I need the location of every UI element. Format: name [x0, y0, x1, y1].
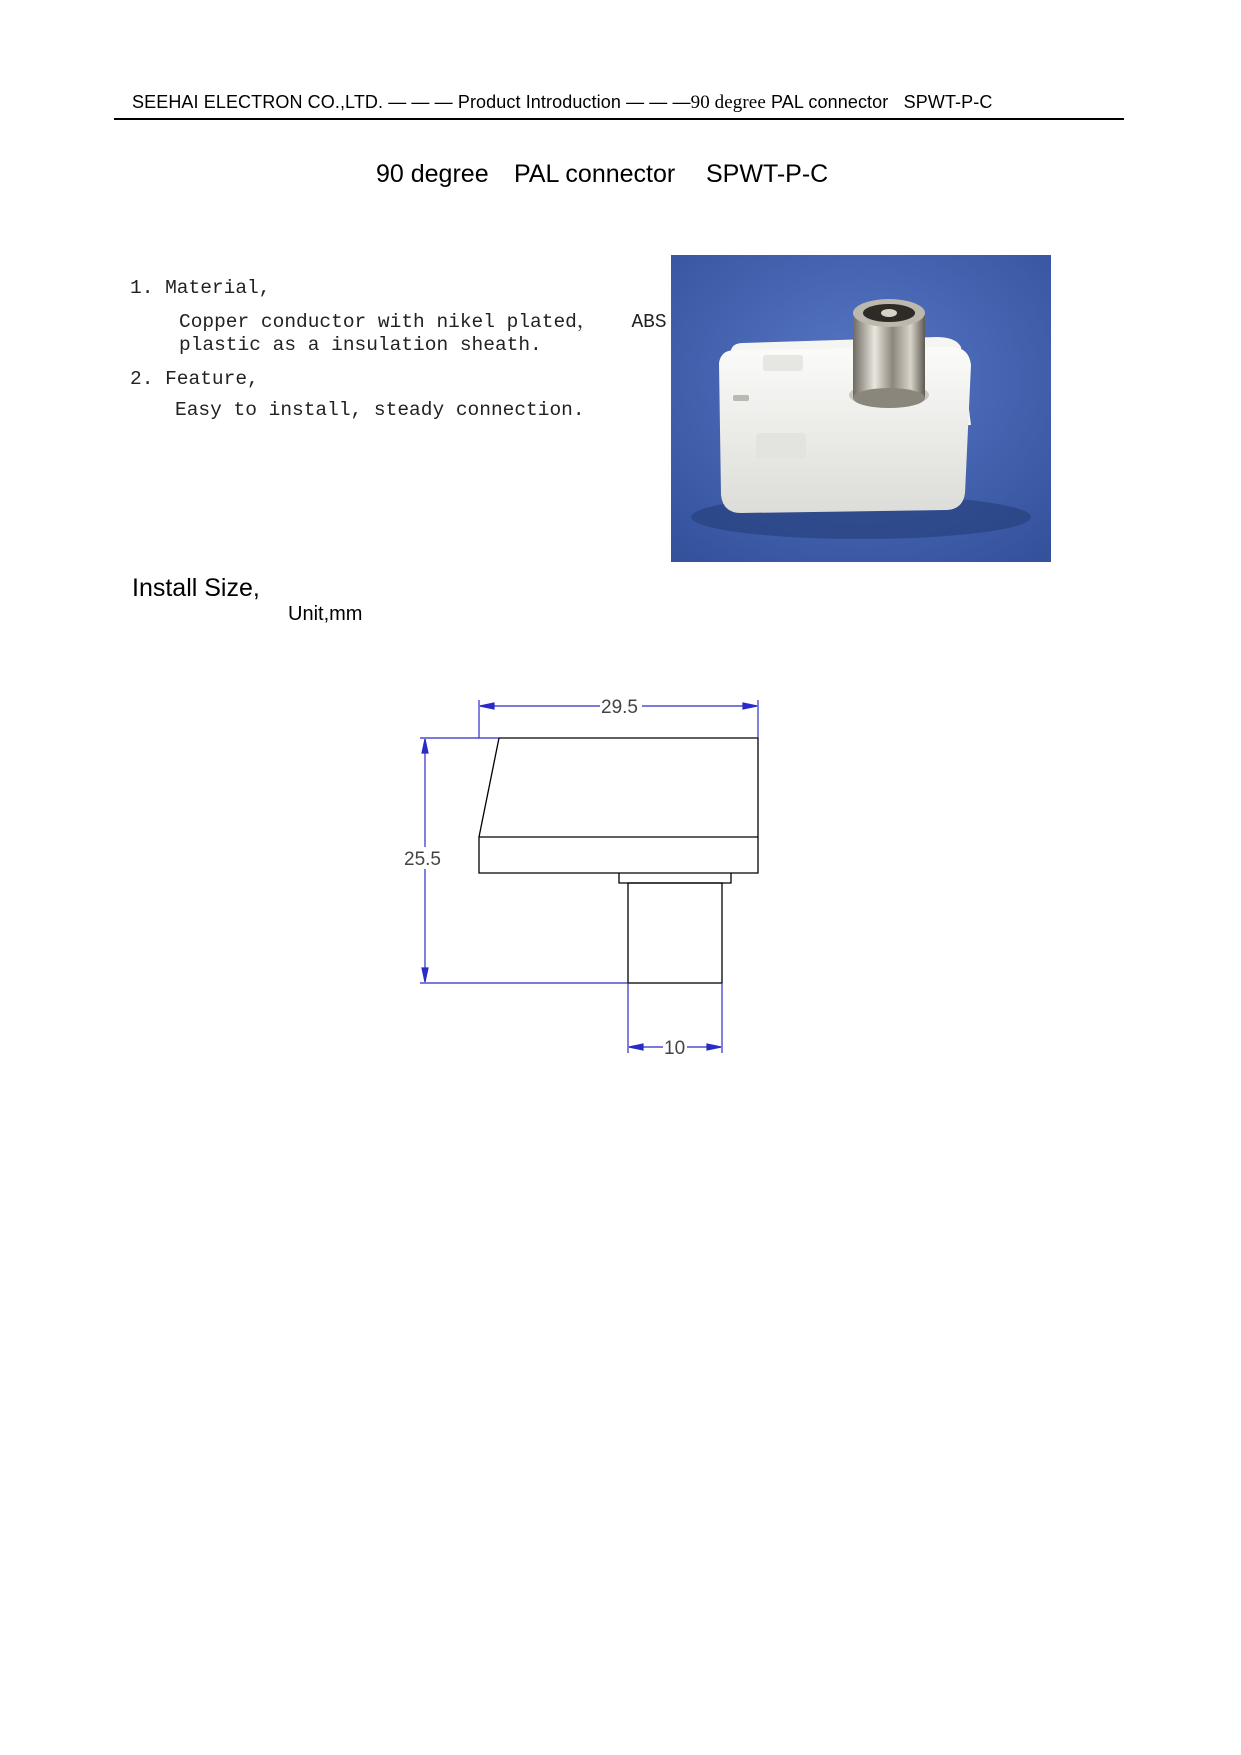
width-dimension-label: 29.5 — [601, 697, 638, 718]
header-company: SEEHAI ELECTRON CO.,LTD. — [132, 92, 384, 112]
header-product-prefix: 90 degree — [690, 92, 766, 113]
height-dimension-label: 25.5 — [404, 849, 441, 870]
feature-heading: 2. Feature, — [130, 368, 259, 390]
page-header — [132, 92, 992, 114]
dimension-drawing — [380, 680, 800, 1080]
product-photo — [671, 255, 1051, 562]
dimension-drawing-svg — [380, 680, 800, 1080]
install-size-heading: Install Size, — [132, 574, 260, 602]
pin-dimension-label: 10 — [664, 1038, 686, 1059]
header-dash: — — — — [388, 92, 453, 112]
header-section: Product Introduction — [457, 92, 621, 112]
unit-label: Unit,mm — [288, 603, 363, 625]
header-dash: — — — — [626, 92, 691, 112]
header-product: PAL connector SPWT-P-C — [770, 92, 993, 112]
material-line: Copper conductor with nikel plated， ABS — [179, 311, 667, 333]
title-part: SPWT-P-C — [706, 160, 829, 188]
material-heading: 1. Material, — [130, 277, 271, 299]
part-outline — [479, 738, 758, 983]
product-photo-graphic — [671, 255, 1051, 562]
feature-line: Easy to install, steady connection. — [175, 399, 585, 421]
material-line: plastic as a insulation sheath. — [179, 334, 542, 356]
title-part: PAL connector — [514, 160, 676, 188]
dimension-lines — [420, 700, 758, 1053]
title-part: 90 degree — [376, 160, 489, 188]
header-divider — [114, 118, 1124, 120]
